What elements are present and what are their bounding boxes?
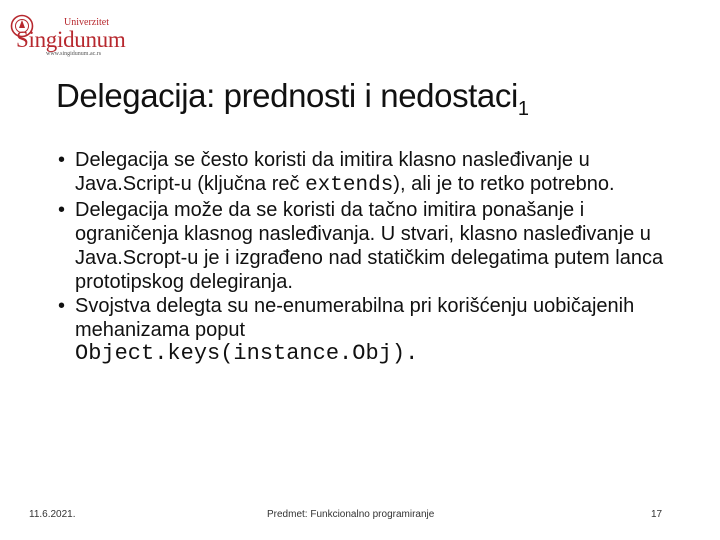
bullet-3-text-end: . [405, 341, 419, 366]
bullet-marker: • [58, 199, 66, 221]
bullet-3-code: Object.keys(instance.Obj) [75, 341, 406, 366]
bullet-item-1 [56, 148, 676, 198]
logo-top-text: Univerzitet [64, 17, 109, 28]
bullet-3-text: Svojstva delegta su ne-enumerabilna pri korišćenju uobičajenih mehanizama poput [75, 295, 635, 341]
title-subscript: 1 [517, 98, 529, 120]
slide-title-text: Delegacija: prednosti i nedostaci [56, 77, 518, 114]
bullet-1-text-end: ), ali je to retko potrebno. [393, 173, 615, 195]
bullet-3-code-line [75, 342, 676, 366]
footer-date: 11.6.2021. [29, 509, 76, 520]
slide-title [56, 76, 529, 129]
bullet-marker: • [58, 295, 66, 317]
bullet-item-2 [56, 198, 676, 294]
university-logo [10, 10, 126, 57]
bullet-item-3 [56, 294, 676, 366]
bullet-1-text: Delegacija se često koristi da imitira klasno nasleđivanje u Java.Script-u (ključna reč [75, 149, 590, 195]
logo-main-text: Singidunum [16, 27, 126, 52]
footer-subject: Predmet: Funkcionalno programiranje [267, 509, 435, 520]
footer-page-number: 17 [651, 509, 663, 520]
bullet-2-text: Delegacija može da se koristi da tačno imitira ponašanje i ograničenja klasnog nasleđivanja. U stvari, klasno nasleđivanje u Java.Scropt-u je i izgrađeno nad statičkim delegatima putem lanca prototipskog delegiranja. [75, 199, 664, 293]
slide-content [56, 148, 676, 366]
logo-url-text: www.singidunum.ac.rs [46, 51, 102, 57]
bullet-marker: • [58, 149, 66, 171]
bullet-1-code: extends [305, 174, 394, 197]
